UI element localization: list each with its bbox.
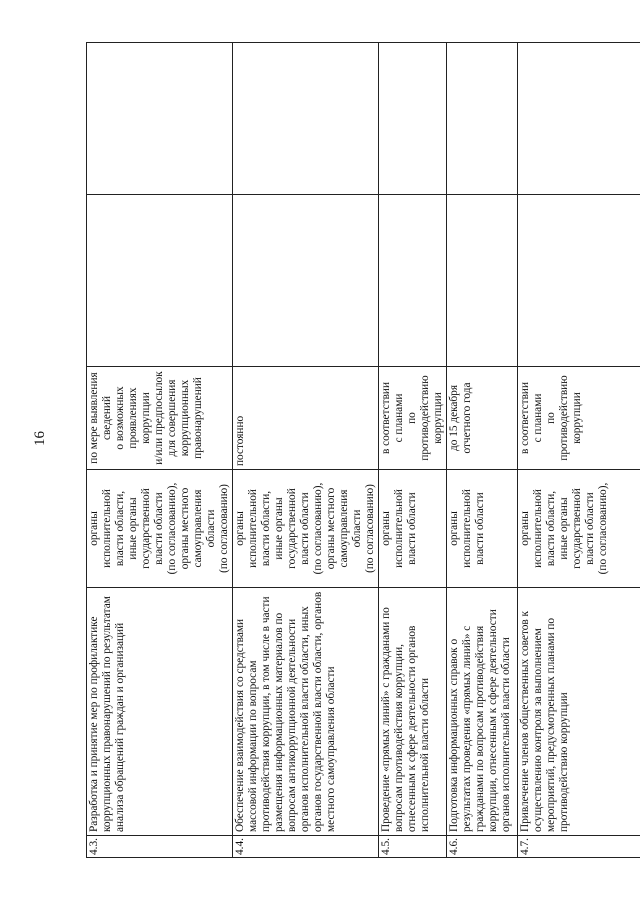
term-cell: по мере выявления сведений о возможных проявлениях коррупции и/или предпосылок для совершения коррупционных правонарушений	[87, 367, 233, 470]
executors-cell: органы исполнительной власти области, иные органы государственной власти области (по согласованию), органы местного самоуправления области (по согласованию)	[233, 470, 379, 588]
empty-cell	[233, 195, 379, 367]
page-number: 16	[32, 431, 48, 446]
empty-cell	[87, 43, 233, 195]
measure-cell: Разработка и принятие мер по профилактике коррупционных правонарушений по результатам анализа обращений граждан и организаций	[87, 588, 233, 836]
row-number: 4.6.	[447, 836, 518, 858]
measure-cell: Привлечение членов общественных советов к осуществлению контроля за выполнением мероприятий, предусмотренных планами по противодействию коррупции	[518, 588, 640, 836]
empty-cell	[518, 43, 640, 195]
term-cell: в соответствии с планами по противодействию коррупции	[518, 367, 640, 470]
empty-cell	[518, 195, 640, 367]
row-number: 4.7.	[518, 836, 640, 858]
empty-cell	[447, 43, 518, 195]
term-cell: до 15 декабря отчетного года	[447, 367, 518, 470]
table-row	[233, 43, 379, 858]
executors-cell: органы исполнительной власти области, иные органы государственной власти области (по согласованию),	[518, 470, 640, 588]
row-number: 4.3.	[87, 836, 233, 858]
row-number: 4.4.	[233, 836, 379, 858]
term-cell: в соответствии с планами по противодействию коррупции	[379, 367, 447, 470]
empty-cell	[379, 195, 447, 367]
measure-cell: Проведение «прямых линий» с гражданами по вопросам противодействия коррупции, отнесенным к сфере деятельности органов исполнительной власти области	[379, 588, 447, 836]
executors-cell: органы исполнительной власти области	[447, 470, 518, 588]
executors-cell: органы исполнительной власти области	[379, 470, 447, 588]
plan-table	[86, 42, 640, 858]
table-row	[518, 43, 640, 858]
empty-cell	[379, 43, 447, 195]
table-row	[447, 43, 518, 858]
row-number: 4.5.	[379, 836, 447, 858]
rotated-table-wrapper	[86, 43, 621, 858]
table-row	[379, 43, 447, 858]
empty-cell	[447, 195, 518, 367]
measure-cell: Подготовка информационных справок о результатах проведения «прямых линий» с гражданами по вопросам противодействия коррупции, отнесенным к сфере деятельности органов исполнительной власти области	[447, 588, 518, 836]
executors-cell: органы исполнительной власти области, иные органы государственной власти области (по согласованию), органы местного самоуправления области (по согласованию)	[87, 470, 233, 588]
empty-cell	[87, 195, 233, 367]
measure-cell: Обеспечение взаимодействия со средствами массовой информации по вопросам противодействия коррупции, в том числе в части размещения информационных материалов по вопросам антикоррупционной деятельности органов исполнительной власти области, иных органов государственной власти области, органов местного самоуправления области	[233, 588, 379, 836]
table-row	[87, 43, 233, 858]
empty-cell	[233, 43, 379, 195]
term-cell: постоянно	[233, 367, 379, 470]
